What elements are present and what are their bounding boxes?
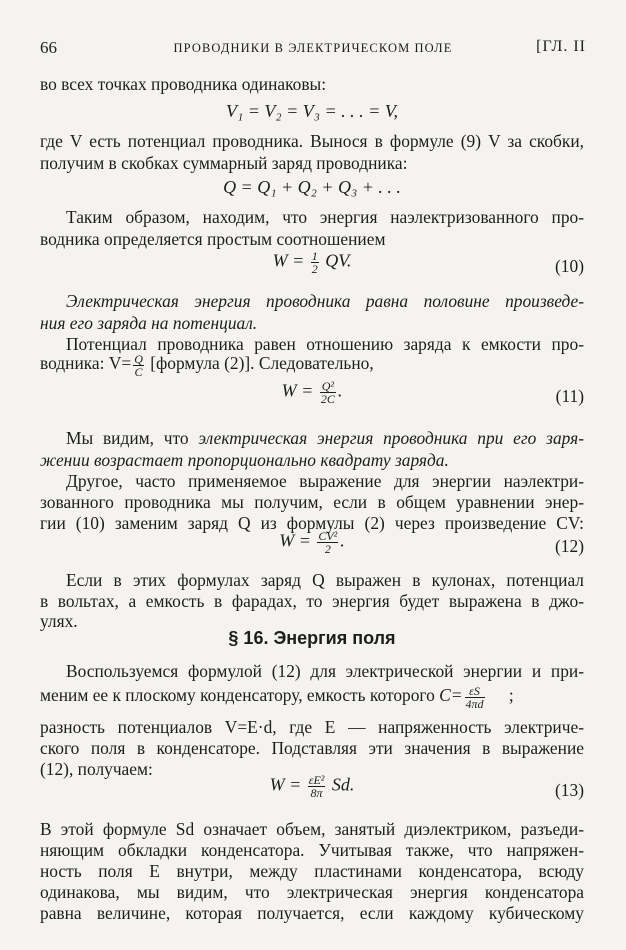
fraction: $\frac{\text{Q²}}{2C}$: [320, 379, 335, 406]
text-line: разность потенциалов V=E·d, где E — напряженность электриче-: [40, 717, 584, 737]
text-line: ность поля E внутри, между пластинами конденсатора, всюду: [40, 861, 584, 881]
equation-number-13: (13): [555, 780, 584, 800]
equation-potentials: V₁ = V₂ = V₃ = . . . = V,: [225, 101, 399, 121]
equation-12: W = $\frac{\text{CV²}}{2}$ .: [279, 529, 345, 556]
text-line: одинакова, мы видим, что электрическая энергия конденсатора: [40, 882, 584, 902]
equation-11: W = $\frac{\text{Q²}}{2C}$ .: [281, 379, 343, 406]
text-line: гии (10) заменим заряд Q из формулы (2) через произведение CV:: [40, 513, 584, 533]
text-line: получим в скобках суммарный заряд проводника:: [40, 153, 408, 173]
text-line: жении возрастает пропорционально квадрату заряда.: [40, 450, 449, 470]
text-line: В этой формуле Sd означает объем, занятый диэлектриком, разъеди-: [40, 819, 584, 839]
equation-13: W = $\frac{\text{εE²}}{8\pi}$ Sd.: [269, 773, 355, 800]
text-line: Потенциал проводника равен отношению заряда к емкости про-: [66, 334, 584, 354]
equation-number-11: (11): [555, 386, 584, 406]
text-line: Другое, часто применяемое выражение для энергии наэлектри-: [66, 471, 584, 491]
text-line: (12), получаем:: [40, 759, 153, 779]
equation-number-10: (10): [555, 256, 584, 276]
text-line: где V есть потенциал проводника. Вынося в формуле (9) V за скобки,: [40, 131, 584, 151]
fraction: $\frac{\text{εE²}}{8\pi}$: [308, 773, 325, 800]
text-line: меним ее к плоскому конденсатору, емкость которого C= $\frac{\varepsilon S}{4\pi d}$ ;: [40, 683, 514, 711]
fraction: $\frac{\varepsilon S}{4\pi d}$: [465, 683, 484, 711]
fraction: $\frac{1}{2}$: [311, 249, 318, 276]
text-line: ского поля в конденсаторе. Подставляя эти значения в выражение: [40, 738, 584, 758]
text-line: Воспользуемся формулой (12) для электрической энергии и при-: [66, 661, 584, 681]
chapter-marker: [ГЛ. II: [536, 38, 586, 55]
fraction: $\frac{\text{CV²}}{2}$: [318, 529, 338, 556]
fraction: $\frac{Q}{C}$: [134, 351, 143, 379]
text-line: водника определяется простым соотношением: [40, 229, 386, 249]
equation-charge-sum: Q = Q₁ + Q₂ + Q₃ + . . .: [223, 177, 401, 197]
section-title: § 16. Энергия поля: [228, 628, 396, 648]
text-line: равна величине, которая получается, если каждому кубическому: [40, 903, 584, 923]
text-line: Мы видим, что электрическая энергия проводника при его заря-: [66, 428, 584, 448]
text-line: ния его заряда на потенциал.: [40, 313, 258, 333]
text-line: Электрическая энергия проводника равна половине произведе-: [66, 291, 584, 311]
text-line: няющим обкладки конденсатора. Учитывая также, что напряжен-: [40, 840, 584, 860]
text-line: во всех точках проводника одинаковы:: [40, 74, 327, 94]
equation-number-12: (12): [555, 536, 584, 556]
running-title: ПРОВОДНИКИ В ЭЛЕКТРИЧЕСКОМ ПОЛЕ: [173, 41, 453, 55]
page-number: 66: [40, 38, 57, 57]
text-line: водника: V= $\frac{Q}{C}$ [формула (2)]. Следовательно,: [40, 351, 374, 379]
page-header: [40, 38, 586, 62]
equation-10: W = $\frac{1}{2}$ QV.: [272, 249, 352, 276]
text-line: Таким образом, находим, что энергия наэлектризованного про-: [66, 207, 584, 227]
text-line: в вольтах, а емкость в фарадах, то энергия будет выражена в джо-: [40, 591, 584, 611]
text-line: улях.: [40, 611, 78, 631]
text-line: зованного проводника мы получим, если в общем уравнении энер-: [40, 492, 584, 512]
text-line: Если в этих формулах заряд Q выражен в кулонах, потенциал: [66, 570, 584, 590]
